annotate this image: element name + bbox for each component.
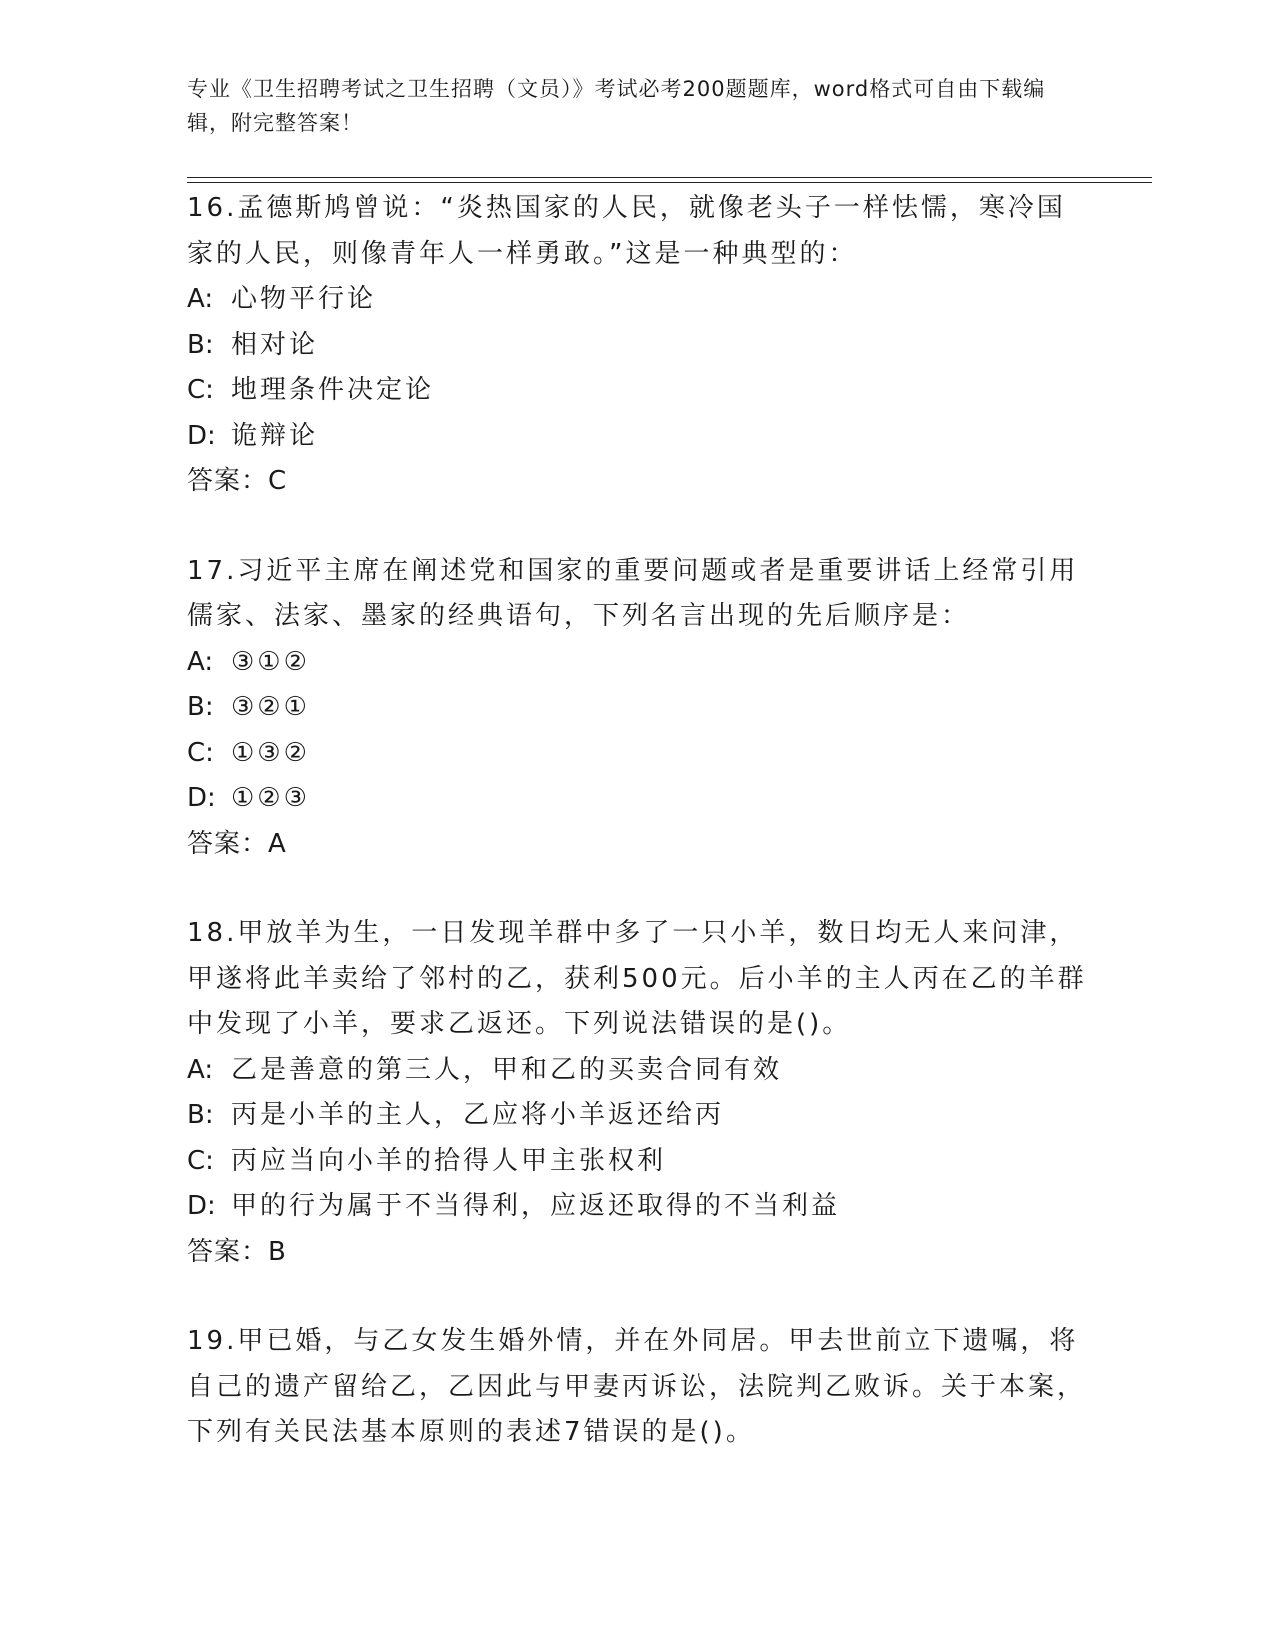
answer-line: 答案：C (187, 466, 288, 496)
option-key: D: (187, 1191, 216, 1221)
option-d (187, 1184, 1087, 1230)
option-text: 乙是善意的第三人，甲和乙的买卖合同有效 (231, 1054, 783, 1085)
question-17 (187, 549, 1087, 868)
option-text: 心物平行论 (231, 284, 377, 314)
option-key: A: (187, 284, 214, 314)
option-key: B: (187, 1100, 214, 1130)
option-a (187, 277, 1087, 323)
option-text: 丙应当向小羊的拾得人甲主张权利 (231, 1145, 667, 1176)
option-key: C: (187, 375, 214, 405)
question-text: 19.甲已婚，与乙女发生婚外情，并在外同居。甲去世前立下遗嘱，将自己的遗产留给乙，乙因此与甲妻丙诉讼，法院判乙败诉。关于本案，下列有关民法基本原则的表述7错误的是()。 (187, 1326, 1087, 1447)
option-text: 甲的行为属于不当得利，应返还取得的不当利益 (231, 1191, 841, 1221)
option-text: ③①② (231, 646, 310, 677)
option-text: 丙是小羊的主人，乙应将小羊返还给丙 (231, 1100, 725, 1130)
option-b (187, 323, 1087, 369)
option-key: C: (187, 737, 214, 768)
option-a (187, 1048, 1087, 1094)
option-key: D: (187, 420, 216, 451)
option-key: C: (187, 1145, 214, 1176)
header-divider-top (187, 177, 1152, 178)
spacer (187, 867, 1087, 911)
document-header: 专业《卫生招聘考试之卫生招聘（文员）》考试必考200题题库，word格式可自由下载编辑，附完整答案！ (187, 77, 1046, 135)
option-d (187, 776, 1087, 822)
option-key: B: (187, 692, 214, 722)
spacer (187, 505, 1087, 549)
question-19 (187, 1319, 1087, 1456)
option-text: 地理条件决定论 (231, 375, 435, 405)
option-b (187, 1093, 1087, 1139)
option-key: D: (187, 783, 216, 813)
question-16 (187, 186, 1087, 505)
option-c (187, 1139, 1087, 1185)
option-key: A: (187, 646, 214, 677)
option-text: ③②① (231, 692, 310, 722)
question-text: 18.甲放羊为生，一日发现羊群中多了一只小羊，数日均无人来问津，甲遂将此羊卖给了邻村的乙，获利500元。后小羊的主人丙在乙的羊群中发现了小羊，要求乙返还。下列说法错误的是()。 (187, 918, 1087, 1039)
answer-line: 答案：B (187, 1236, 287, 1267)
option-b (187, 685, 1087, 731)
question-text: 17.习近平主席在阐述党和国家的重要问题或者是重要讲话上经常引用儒家、法家、墨家的经典语句，下列名言出现的先后顺序是： (187, 555, 1079, 631)
option-text: ①③② (231, 737, 310, 768)
option-c (187, 368, 1087, 414)
option-c (187, 731, 1087, 777)
question-list (187, 186, 1087, 1456)
question-18 (187, 911, 1087, 1275)
option-text: ①②③ (231, 783, 310, 813)
option-d (187, 414, 1087, 460)
spacer (187, 1275, 1087, 1319)
header-divider-bottom (187, 182, 1152, 183)
option-text: 诡辩论 (231, 420, 319, 451)
option-text: 相对论 (231, 329, 319, 360)
option-key: A: (187, 1054, 214, 1085)
option-key: B: (187, 329, 214, 360)
option-a (187, 640, 1087, 686)
answer-line: 答案：A (187, 828, 287, 859)
question-text: 16.孟德斯鸠曾说：“炎热国家的人民，就像老头子一样怯懦，寒冷国家的人民，则像青年人一样勇敢。”这是一种典型的： (187, 193, 1066, 269)
